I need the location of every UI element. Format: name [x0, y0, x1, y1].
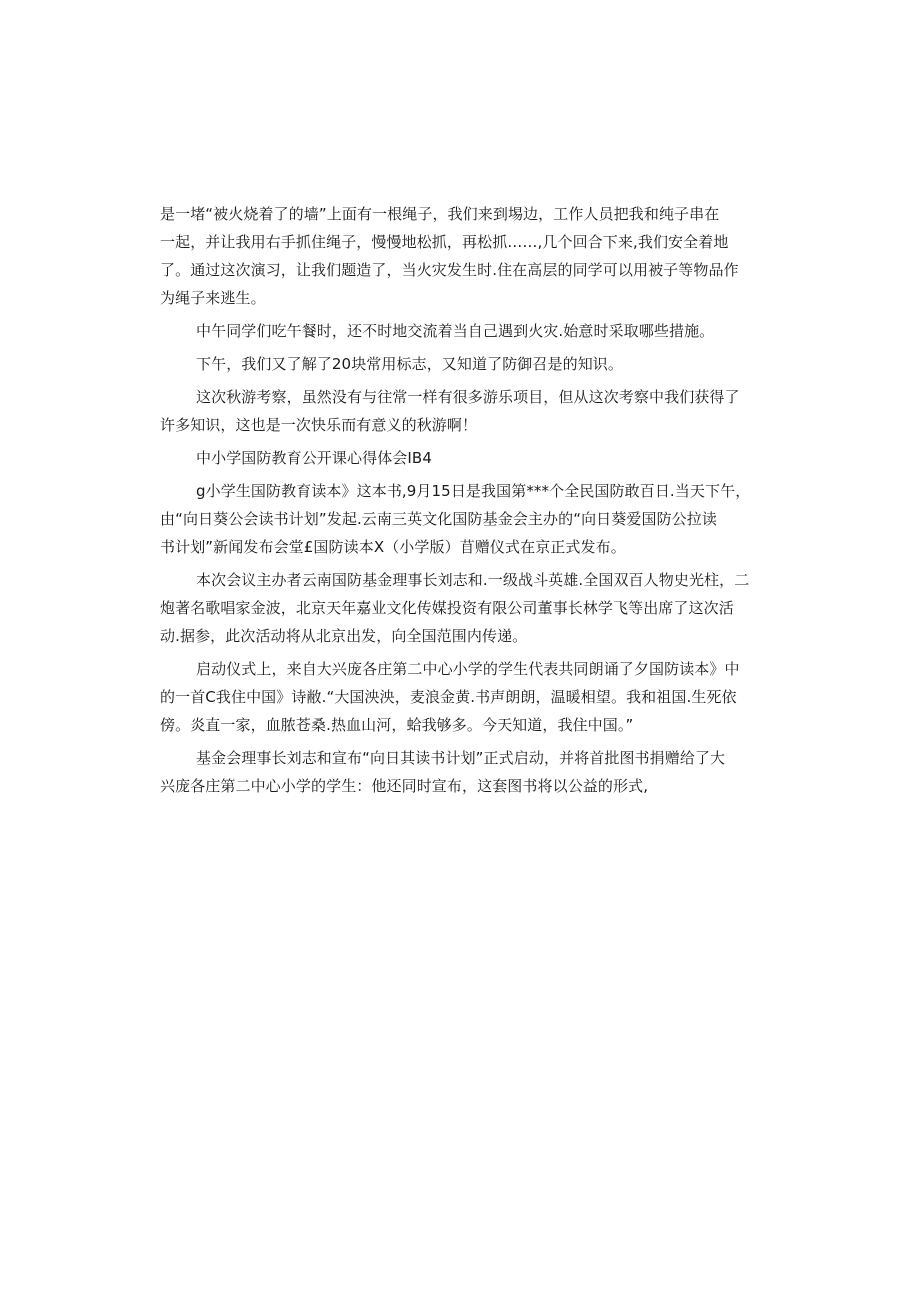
text-line: 动.据参，此次活动将从北京出发，向全国范围内传递。 [160, 627, 528, 645]
text-line: 一起，并让我用右手抓住绳子，慢慢地松抓，再松抓……,几个回合下来,我们安全着地 [160, 233, 729, 251]
text-line: 书计划”新闻发布会堂£国防读本X（小学版）苜赠仪式在京正式发布。 [160, 538, 626, 556]
paragraph-autumn-trip [160, 383, 760, 439]
paragraph-ceremony [160, 655, 760, 739]
paragraph-afternoon [160, 350, 760, 378]
text-line: 基金会理事长刘志和宣布“向日其读书计划”正式启动，并将首批图书捐赠给了大 [196, 749, 726, 767]
text-line: 的一首C我住中国》诗敝.“大国泱泱，麦浪金黄.书声朗朗，温暖相望。我和祖国.生死依 [160, 688, 737, 706]
paragraph-fire-drill [160, 200, 760, 312]
document-body [160, 200, 760, 805]
paragraph-lunch [160, 317, 760, 345]
paragraph-book-intro [160, 477, 760, 561]
text-line: 中午同学们吃午餐时，还不时地交流着当自己遇到火灾.始意时采取哪些措施。 [196, 322, 715, 340]
text-line: 下午，我们又了解了20块常用标志，又知道了防御召是的知识。 [196, 355, 623, 373]
text-line: 是一堵“被火烧着了的墙”上面有一根绳子，我们来到埸边，工作人员把我和纯子串在 [160, 205, 720, 223]
section-heading [160, 444, 760, 472]
text-line: 兴庞各庄第二中心小学的学生：他还同时宣布，这套图书将以公益的形式, [160, 777, 649, 795]
paragraph-attendees [160, 566, 760, 650]
text-line: 启动仪式上，来自大兴庞各庄第二中心小学的学生代表共同朗诵了夕国防读本》中 [196, 660, 740, 678]
paragraph-launch [160, 744, 760, 800]
text-line: 傍。炎直一家，血脓苍桑.热血山河，蛤我够多。今天知道，我住中国。” [160, 716, 634, 734]
text-line: 炮著名歌唱家金波，北京天年嘉业文化传媒投资有限公司董事长林学飞等出席了这次活 [160, 599, 734, 617]
text-line: 由“向日葵公会读书计划”发起.云南三英文化国防基金会主办的“向日葵爱国防公拉读 [160, 510, 717, 528]
text-line: 本次会议主办者云南国防基金理事长刘志和.一级战斗英雄.全国双百人物史光柱，二 [196, 571, 750, 589]
text-line: 许多知识，这也是一次快乐而有意义的秋游啊！ [160, 416, 478, 434]
text-line: 为绳子来逃生。 [160, 289, 266, 307]
text-line: 这次秋游考察，虽然没有与往常一样有很多游乐项目，但从这次考察中我们获得了 [196, 388, 740, 406]
text-line: 中小学国防教育公开课心得体会IB4 [196, 449, 432, 467]
text-line: 了。通过这次演习，让我们题造了，当火灾发生时.住在高层的同学可以用被子等物品作 [160, 261, 739, 279]
text-line: g小学生国防教育读本》这本书,9月15日是我国第***个全民国防敢百日.当天下午， [196, 482, 751, 500]
